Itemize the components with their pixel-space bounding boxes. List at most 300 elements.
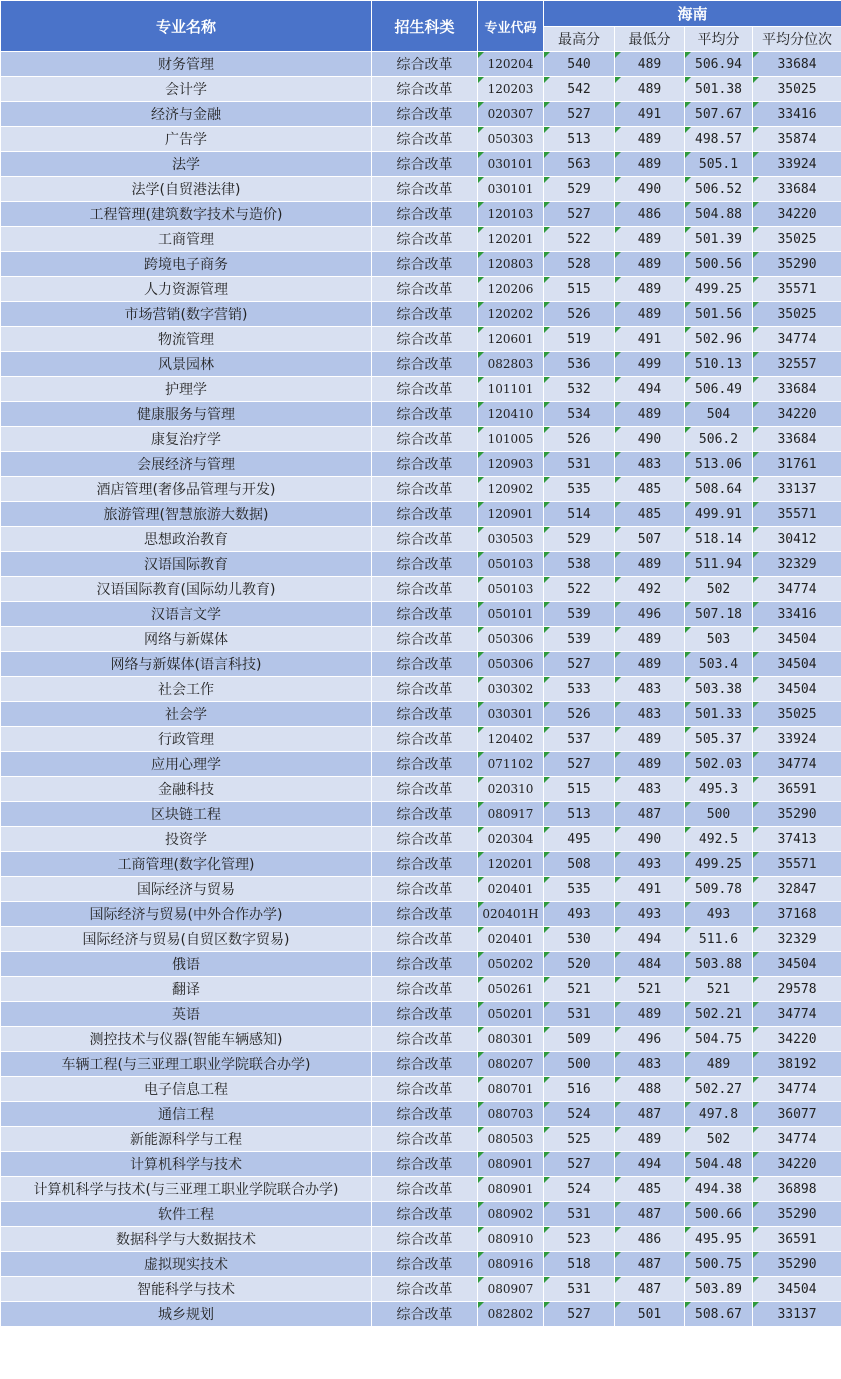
avg-rank-cell: 34774: [753, 1002, 841, 1027]
major-code-cell: 050103: [478, 577, 544, 602]
avg-rank-cell: 36591: [753, 777, 841, 802]
avg-rank-cell: 34774: [753, 1077, 841, 1102]
min-score-cell: 489: [615, 52, 685, 77]
min-score-cell: 496: [615, 1027, 685, 1052]
major-code-cell: 101101: [478, 377, 544, 402]
avg-rank-cell: 29578: [753, 977, 841, 1002]
min-score-cell: 493: [615, 852, 685, 877]
table-header: [1, 1, 841, 52]
major-code-cell: 080910: [478, 1227, 544, 1252]
avg-rank-cell: 34220: [753, 402, 841, 427]
avg-score-cell: 505.37: [685, 727, 753, 752]
major-name-cell: 国际经济与贸易: [1, 877, 372, 902]
avg-rank-cell: 34220: [753, 1152, 841, 1177]
subject-type-cell: 综合改革: [372, 1202, 478, 1227]
major-name-cell: 智能科学与技术: [1, 1277, 372, 1302]
min-score-cell: 487: [615, 1202, 685, 1227]
subject-type-cell: 综合改革: [372, 577, 478, 602]
major-code-cell: 080902: [478, 1202, 544, 1227]
max-score-cell: 524: [544, 1177, 615, 1202]
major-name-cell: 计算机科学与技术(与三亚理工职业学院联合办学): [1, 1177, 372, 1202]
major-name-cell: 法学: [1, 152, 372, 177]
major-code-cell: 120203: [478, 77, 544, 102]
avg-score-cell: 500.66: [685, 1202, 753, 1227]
avg-score-cell: 504: [685, 402, 753, 427]
table-row: [1, 1152, 841, 1177]
max-score-cell: 514: [544, 502, 615, 527]
table-row: [1, 352, 841, 377]
min-score-cell: 489: [615, 1002, 685, 1027]
major-code-cell: 120902: [478, 477, 544, 502]
max-score-cell: 533: [544, 677, 615, 702]
major-code-cell: 120204: [478, 52, 544, 77]
max-score-cell: 534: [544, 402, 615, 427]
max-score-cell: 526: [544, 427, 615, 452]
min-score-cell: 486: [615, 202, 685, 227]
avg-score-cell: 501.39: [685, 227, 753, 252]
major-code-cell: 020401H: [478, 902, 544, 927]
major-code-cell: 120201: [478, 227, 544, 252]
major-name-cell: 经济与金融: [1, 102, 372, 127]
major-name-cell: 工程管理(建筑数字技术与造价): [1, 202, 372, 227]
table-row: [1, 1202, 841, 1227]
column-header-subject-type: 招生科类: [372, 1, 478, 52]
min-score-cell: 494: [615, 927, 685, 952]
column-header-major-name: 专业名称: [1, 1, 372, 52]
major-name-cell: 会计学: [1, 77, 372, 102]
max-score-cell: 523: [544, 1227, 615, 1252]
major-code-cell: 080917: [478, 802, 544, 827]
avg-score-cell: 500.75: [685, 1252, 753, 1277]
table-row: [1, 202, 841, 227]
major-name-cell: 翻译: [1, 977, 372, 1002]
avg-score-cell: 503.89: [685, 1277, 753, 1302]
subject-type-cell: 综合改革: [372, 402, 478, 427]
avg-score-cell: 494.38: [685, 1177, 753, 1202]
table-row: [1, 277, 841, 302]
major-code-cell: 120202: [478, 302, 544, 327]
table-row: [1, 752, 841, 777]
min-score-cell: 489: [615, 277, 685, 302]
min-score-cell: 493: [615, 902, 685, 927]
avg-rank-cell: 33924: [753, 727, 841, 752]
max-score-cell: 527: [544, 752, 615, 777]
max-score-cell: 529: [544, 527, 615, 552]
min-score-cell: 483: [615, 702, 685, 727]
major-name-cell: 工商管理: [1, 227, 372, 252]
major-name-cell: 测控技术与仪器(智能车辆感知): [1, 1027, 372, 1052]
column-header-avg-rank: 平均分位次: [753, 27, 841, 52]
major-code-cell: 030101: [478, 177, 544, 202]
max-score-cell: 518: [544, 1252, 615, 1277]
avg-score-cell: 504.48: [685, 1152, 753, 1177]
avg-score-cell: 489: [685, 1052, 753, 1077]
major-name-cell: 网络与新媒体: [1, 627, 372, 652]
table-row: [1, 602, 841, 627]
subject-type-cell: 综合改革: [372, 552, 478, 577]
min-score-cell: 499: [615, 352, 685, 377]
table-row: [1, 877, 841, 902]
major-name-cell: 康复治疗学: [1, 427, 372, 452]
subject-type-cell: 综合改革: [372, 677, 478, 702]
max-score-cell: 516: [544, 1077, 615, 1102]
subject-type-cell: 综合改革: [372, 52, 478, 77]
max-score-cell: 513: [544, 802, 615, 827]
min-score-cell: 496: [615, 602, 685, 627]
subject-type-cell: 综合改革: [372, 352, 478, 377]
major-name-cell: 俄语: [1, 952, 372, 977]
subject-type-cell: 综合改革: [372, 602, 478, 627]
avg-rank-cell: 37168: [753, 902, 841, 927]
min-score-cell: 489: [615, 227, 685, 252]
major-code-cell: 020401: [478, 877, 544, 902]
major-code-cell: 050261: [478, 977, 544, 1002]
max-score-cell: 493: [544, 902, 615, 927]
avg-score-cell: 495.95: [685, 1227, 753, 1252]
min-score-cell: 489: [615, 302, 685, 327]
table-row: [1, 902, 841, 927]
avg-score-cell: 502.96: [685, 327, 753, 352]
table-row: [1, 977, 841, 1002]
table-row: [1, 477, 841, 502]
major-code-cell: 082803: [478, 352, 544, 377]
subject-type-cell: 综合改革: [372, 327, 478, 352]
table-row: [1, 1252, 841, 1277]
table-row: [1, 402, 841, 427]
major-code-cell: 020304: [478, 827, 544, 852]
min-score-cell: 489: [615, 1127, 685, 1152]
min-score-cell: 483: [615, 452, 685, 477]
table-row: [1, 652, 841, 677]
major-name-cell: 数据科学与大数据技术: [1, 1227, 372, 1252]
major-code-cell: 050201: [478, 1002, 544, 1027]
avg-rank-cell: 33416: [753, 602, 841, 627]
max-score-cell: 509: [544, 1027, 615, 1052]
column-header-major-code: 专业代码: [478, 1, 544, 52]
table-row: [1, 1077, 841, 1102]
subject-type-cell: 综合改革: [372, 1302, 478, 1327]
major-name-cell: 金融科技: [1, 777, 372, 802]
major-code-cell: 030101: [478, 152, 544, 177]
major-name-cell: 网络与新媒体(语言科技): [1, 652, 372, 677]
table-row: [1, 102, 841, 127]
table-row: [1, 327, 841, 352]
major-name-cell: 应用心理学: [1, 752, 372, 777]
table-row: [1, 777, 841, 802]
subject-type-cell: 综合改革: [372, 1127, 478, 1152]
min-score-cell: 494: [615, 377, 685, 402]
min-score-cell: 483: [615, 1052, 685, 1077]
avg-score-cell: 505.1: [685, 152, 753, 177]
subject-type-cell: 综合改革: [372, 427, 478, 452]
major-name-cell: 跨境电子商务: [1, 252, 372, 277]
major-code-cell: 120206: [478, 277, 544, 302]
avg-score-cell: 499.91: [685, 502, 753, 527]
avg-rank-cell: 34504: [753, 677, 841, 702]
major-name-cell: 虚拟现实技术: [1, 1252, 372, 1277]
subject-type-cell: 综合改革: [372, 1102, 478, 1127]
table-row: [1, 227, 841, 252]
major-name-cell: 旅游管理(智慧旅游大数据): [1, 502, 372, 527]
major-name-cell: 思想政治教育: [1, 527, 372, 552]
table-row: [1, 702, 841, 727]
avg-rank-cell: 35290: [753, 1252, 841, 1277]
major-code-cell: 080916: [478, 1252, 544, 1277]
major-name-cell: 汉语国际教育: [1, 552, 372, 577]
min-score-cell: 491: [615, 877, 685, 902]
major-code-cell: 030302: [478, 677, 544, 702]
major-name-cell: 区块链工程: [1, 802, 372, 827]
table-row: [1, 1052, 841, 1077]
avg-rank-cell: 33924: [753, 152, 841, 177]
major-name-cell: 城乡规划: [1, 1302, 372, 1327]
max-score-cell: 526: [544, 702, 615, 727]
column-header-min-score: 最低分: [615, 27, 685, 52]
min-score-cell: 521: [615, 977, 685, 1002]
major-code-cell: 080703: [478, 1102, 544, 1127]
max-score-cell: 513: [544, 127, 615, 152]
avg-score-cell: 506.2: [685, 427, 753, 452]
major-name-cell: 会展经济与管理: [1, 452, 372, 477]
avg-score-cell: 501.38: [685, 77, 753, 102]
avg-rank-cell: 38192: [753, 1052, 841, 1077]
table-row: [1, 527, 841, 552]
major-name-cell: 酒店管理(奢侈品管理与开发): [1, 477, 372, 502]
major-code-cell: 050103: [478, 552, 544, 577]
max-score-cell: 532: [544, 377, 615, 402]
avg-rank-cell: 35025: [753, 702, 841, 727]
min-score-cell: 492: [615, 577, 685, 602]
min-score-cell: 485: [615, 502, 685, 527]
avg-rank-cell: 33137: [753, 477, 841, 502]
min-score-cell: 489: [615, 402, 685, 427]
avg-rank-cell: 33684: [753, 427, 841, 452]
avg-rank-cell: 35025: [753, 77, 841, 102]
major-name-cell: 计算机科学与技术: [1, 1152, 372, 1177]
avg-score-cell: 510.13: [685, 352, 753, 377]
table-row: [1, 952, 841, 977]
major-code-cell: 050306: [478, 627, 544, 652]
min-score-cell: 487: [615, 802, 685, 827]
subject-type-cell: 综合改革: [372, 1052, 478, 1077]
major-name-cell: 国际经济与贸易(中外合作办学): [1, 902, 372, 927]
max-score-cell: 535: [544, 877, 615, 902]
avg-rank-cell: 32329: [753, 552, 841, 577]
major-name-cell: 通信工程: [1, 1102, 372, 1127]
avg-score-cell: 507.18: [685, 602, 753, 627]
avg-score-cell: 502.03: [685, 752, 753, 777]
avg-score-cell: 502.21: [685, 1002, 753, 1027]
major-name-cell: 法学(自贸港法律): [1, 177, 372, 202]
table-row: [1, 552, 841, 577]
max-score-cell: 508: [544, 852, 615, 877]
major-name-cell: 投资学: [1, 827, 372, 852]
min-score-cell: 485: [615, 1177, 685, 1202]
table-row: [1, 1227, 841, 1252]
min-score-cell: 489: [615, 552, 685, 577]
major-name-cell: 英语: [1, 1002, 372, 1027]
major-code-cell: 120601: [478, 327, 544, 352]
major-name-cell: 电子信息工程: [1, 1077, 372, 1102]
avg-score-cell: 503.38: [685, 677, 753, 702]
major-name-cell: 人力资源管理: [1, 277, 372, 302]
table-row: [1, 827, 841, 852]
max-score-cell: 537: [544, 727, 615, 752]
avg-score-cell: 498.57: [685, 127, 753, 152]
avg-rank-cell: 31761: [753, 452, 841, 477]
column-header-avg-score: 平均分: [685, 27, 753, 52]
table-row: [1, 727, 841, 752]
avg-rank-cell: 33416: [753, 102, 841, 127]
table-row: [1, 1177, 841, 1202]
min-score-cell: 485: [615, 477, 685, 502]
avg-score-cell: 504.88: [685, 202, 753, 227]
table-row: [1, 52, 841, 77]
max-score-cell: 531: [544, 1277, 615, 1302]
min-score-cell: 489: [615, 252, 685, 277]
major-code-cell: 120103: [478, 202, 544, 227]
table-row: [1, 1127, 841, 1152]
major-code-cell: 080907: [478, 1277, 544, 1302]
avg-rank-cell: 32847: [753, 877, 841, 902]
table-row: [1, 152, 841, 177]
column-header-max-score: 最高分: [544, 27, 615, 52]
major-code-cell: 120903: [478, 452, 544, 477]
table-row: [1, 677, 841, 702]
table-row: [1, 852, 841, 877]
min-score-cell: 487: [615, 1102, 685, 1127]
major-name-cell: 物流管理: [1, 327, 372, 352]
major-code-cell: 020310: [478, 777, 544, 802]
subject-type-cell: 综合改革: [372, 1077, 478, 1102]
subject-type-cell: 综合改革: [372, 752, 478, 777]
major-name-cell: 广告学: [1, 127, 372, 152]
subject-type-cell: 综合改革: [372, 477, 478, 502]
avg-score-cell: 499.25: [685, 277, 753, 302]
major-code-cell: 101005: [478, 427, 544, 452]
avg-score-cell: 521: [685, 977, 753, 1002]
avg-score-cell: 506.49: [685, 377, 753, 402]
subject-type-cell: 综合改革: [372, 627, 478, 652]
major-name-cell: 社会工作: [1, 677, 372, 702]
avg-rank-cell: 33684: [753, 52, 841, 77]
avg-rank-cell: 34504: [753, 652, 841, 677]
max-score-cell: 527: [544, 1152, 615, 1177]
avg-rank-cell: 33684: [753, 177, 841, 202]
avg-score-cell: 503.4: [685, 652, 753, 677]
avg-score-cell: 502.27: [685, 1077, 753, 1102]
avg-score-cell: 500: [685, 802, 753, 827]
major-code-cell: 080301: [478, 1027, 544, 1052]
subject-type-cell: 综合改革: [372, 702, 478, 727]
subject-type-cell: 综合改革: [372, 252, 478, 277]
min-score-cell: 489: [615, 152, 685, 177]
avg-rank-cell: 35025: [753, 302, 841, 327]
min-score-cell: 483: [615, 777, 685, 802]
avg-score-cell: 502: [685, 1127, 753, 1152]
subject-type-cell: 综合改革: [372, 1252, 478, 1277]
table-row: [1, 577, 841, 602]
subject-type-cell: 综合改革: [372, 777, 478, 802]
avg-score-cell: 508.67: [685, 1302, 753, 1327]
min-score-cell: 490: [615, 827, 685, 852]
subject-type-cell: 综合改革: [372, 827, 478, 852]
table-row: [1, 1002, 841, 1027]
avg-rank-cell: 35290: [753, 1202, 841, 1227]
major-code-cell: 080207: [478, 1052, 544, 1077]
max-score-cell: 530: [544, 927, 615, 952]
max-score-cell: 522: [544, 227, 615, 252]
avg-score-cell: 506.94: [685, 52, 753, 77]
subject-type-cell: 综合改革: [372, 1002, 478, 1027]
avg-rank-cell: 34220: [753, 1027, 841, 1052]
min-score-cell: 483: [615, 677, 685, 702]
subject-type-cell: 综合改革: [372, 77, 478, 102]
max-score-cell: 522: [544, 577, 615, 602]
major-name-cell: 车辆工程(与三亚理工职业学院联合办学): [1, 1052, 372, 1077]
max-score-cell: 536: [544, 352, 615, 377]
major-code-cell: 120201: [478, 852, 544, 877]
avg-rank-cell: 34774: [753, 327, 841, 352]
table-row: [1, 427, 841, 452]
avg-score-cell: 503: [685, 627, 753, 652]
max-score-cell: 525: [544, 1127, 615, 1152]
subject-type-cell: 综合改革: [372, 952, 478, 977]
avg-rank-cell: 34220: [753, 202, 841, 227]
subject-type-cell: 综合改革: [372, 452, 478, 477]
major-code-cell: 120803: [478, 252, 544, 277]
avg-score-cell: 497.8: [685, 1102, 753, 1127]
avg-score-cell: 502: [685, 577, 753, 602]
major-name-cell: 健康服务与管理: [1, 402, 372, 427]
table-row: [1, 452, 841, 477]
avg-rank-cell: 35571: [753, 277, 841, 302]
min-score-cell: 489: [615, 77, 685, 102]
avg-rank-cell: 35025: [753, 227, 841, 252]
max-score-cell: 527: [544, 102, 615, 127]
subject-type-cell: 综合改革: [372, 177, 478, 202]
avg-rank-cell: 35290: [753, 252, 841, 277]
major-code-cell: 020401: [478, 927, 544, 952]
avg-score-cell: 511.6: [685, 927, 753, 952]
min-score-cell: 489: [615, 652, 685, 677]
major-code-cell: 080701: [478, 1077, 544, 1102]
avg-score-cell: 518.14: [685, 527, 753, 552]
avg-score-cell: 495.3: [685, 777, 753, 802]
table-row: [1, 302, 841, 327]
major-code-cell: 030503: [478, 527, 544, 552]
max-score-cell: 542: [544, 77, 615, 102]
avg-score-cell: 503.88: [685, 952, 753, 977]
avg-rank-cell: 34504: [753, 952, 841, 977]
max-score-cell: 527: [544, 1302, 615, 1327]
max-score-cell: 535: [544, 477, 615, 502]
major-name-cell: 汉语国际教育(国际幼儿教育): [1, 577, 372, 602]
subject-type-cell: 综合改革: [372, 277, 478, 302]
avg-rank-cell: 34774: [753, 577, 841, 602]
major-name-cell: 风景园林: [1, 352, 372, 377]
subject-type-cell: 综合改革: [372, 502, 478, 527]
avg-rank-cell: 33137: [753, 1302, 841, 1327]
major-code-cell: 050101: [478, 602, 544, 627]
major-code-cell: 082802: [478, 1302, 544, 1327]
subject-type-cell: 综合改革: [372, 152, 478, 177]
table-row: [1, 1102, 841, 1127]
avg-rank-cell: 34774: [753, 752, 841, 777]
max-score-cell: 524: [544, 1102, 615, 1127]
avg-rank-cell: 36898: [753, 1177, 841, 1202]
avg-rank-cell: 34504: [753, 1277, 841, 1302]
